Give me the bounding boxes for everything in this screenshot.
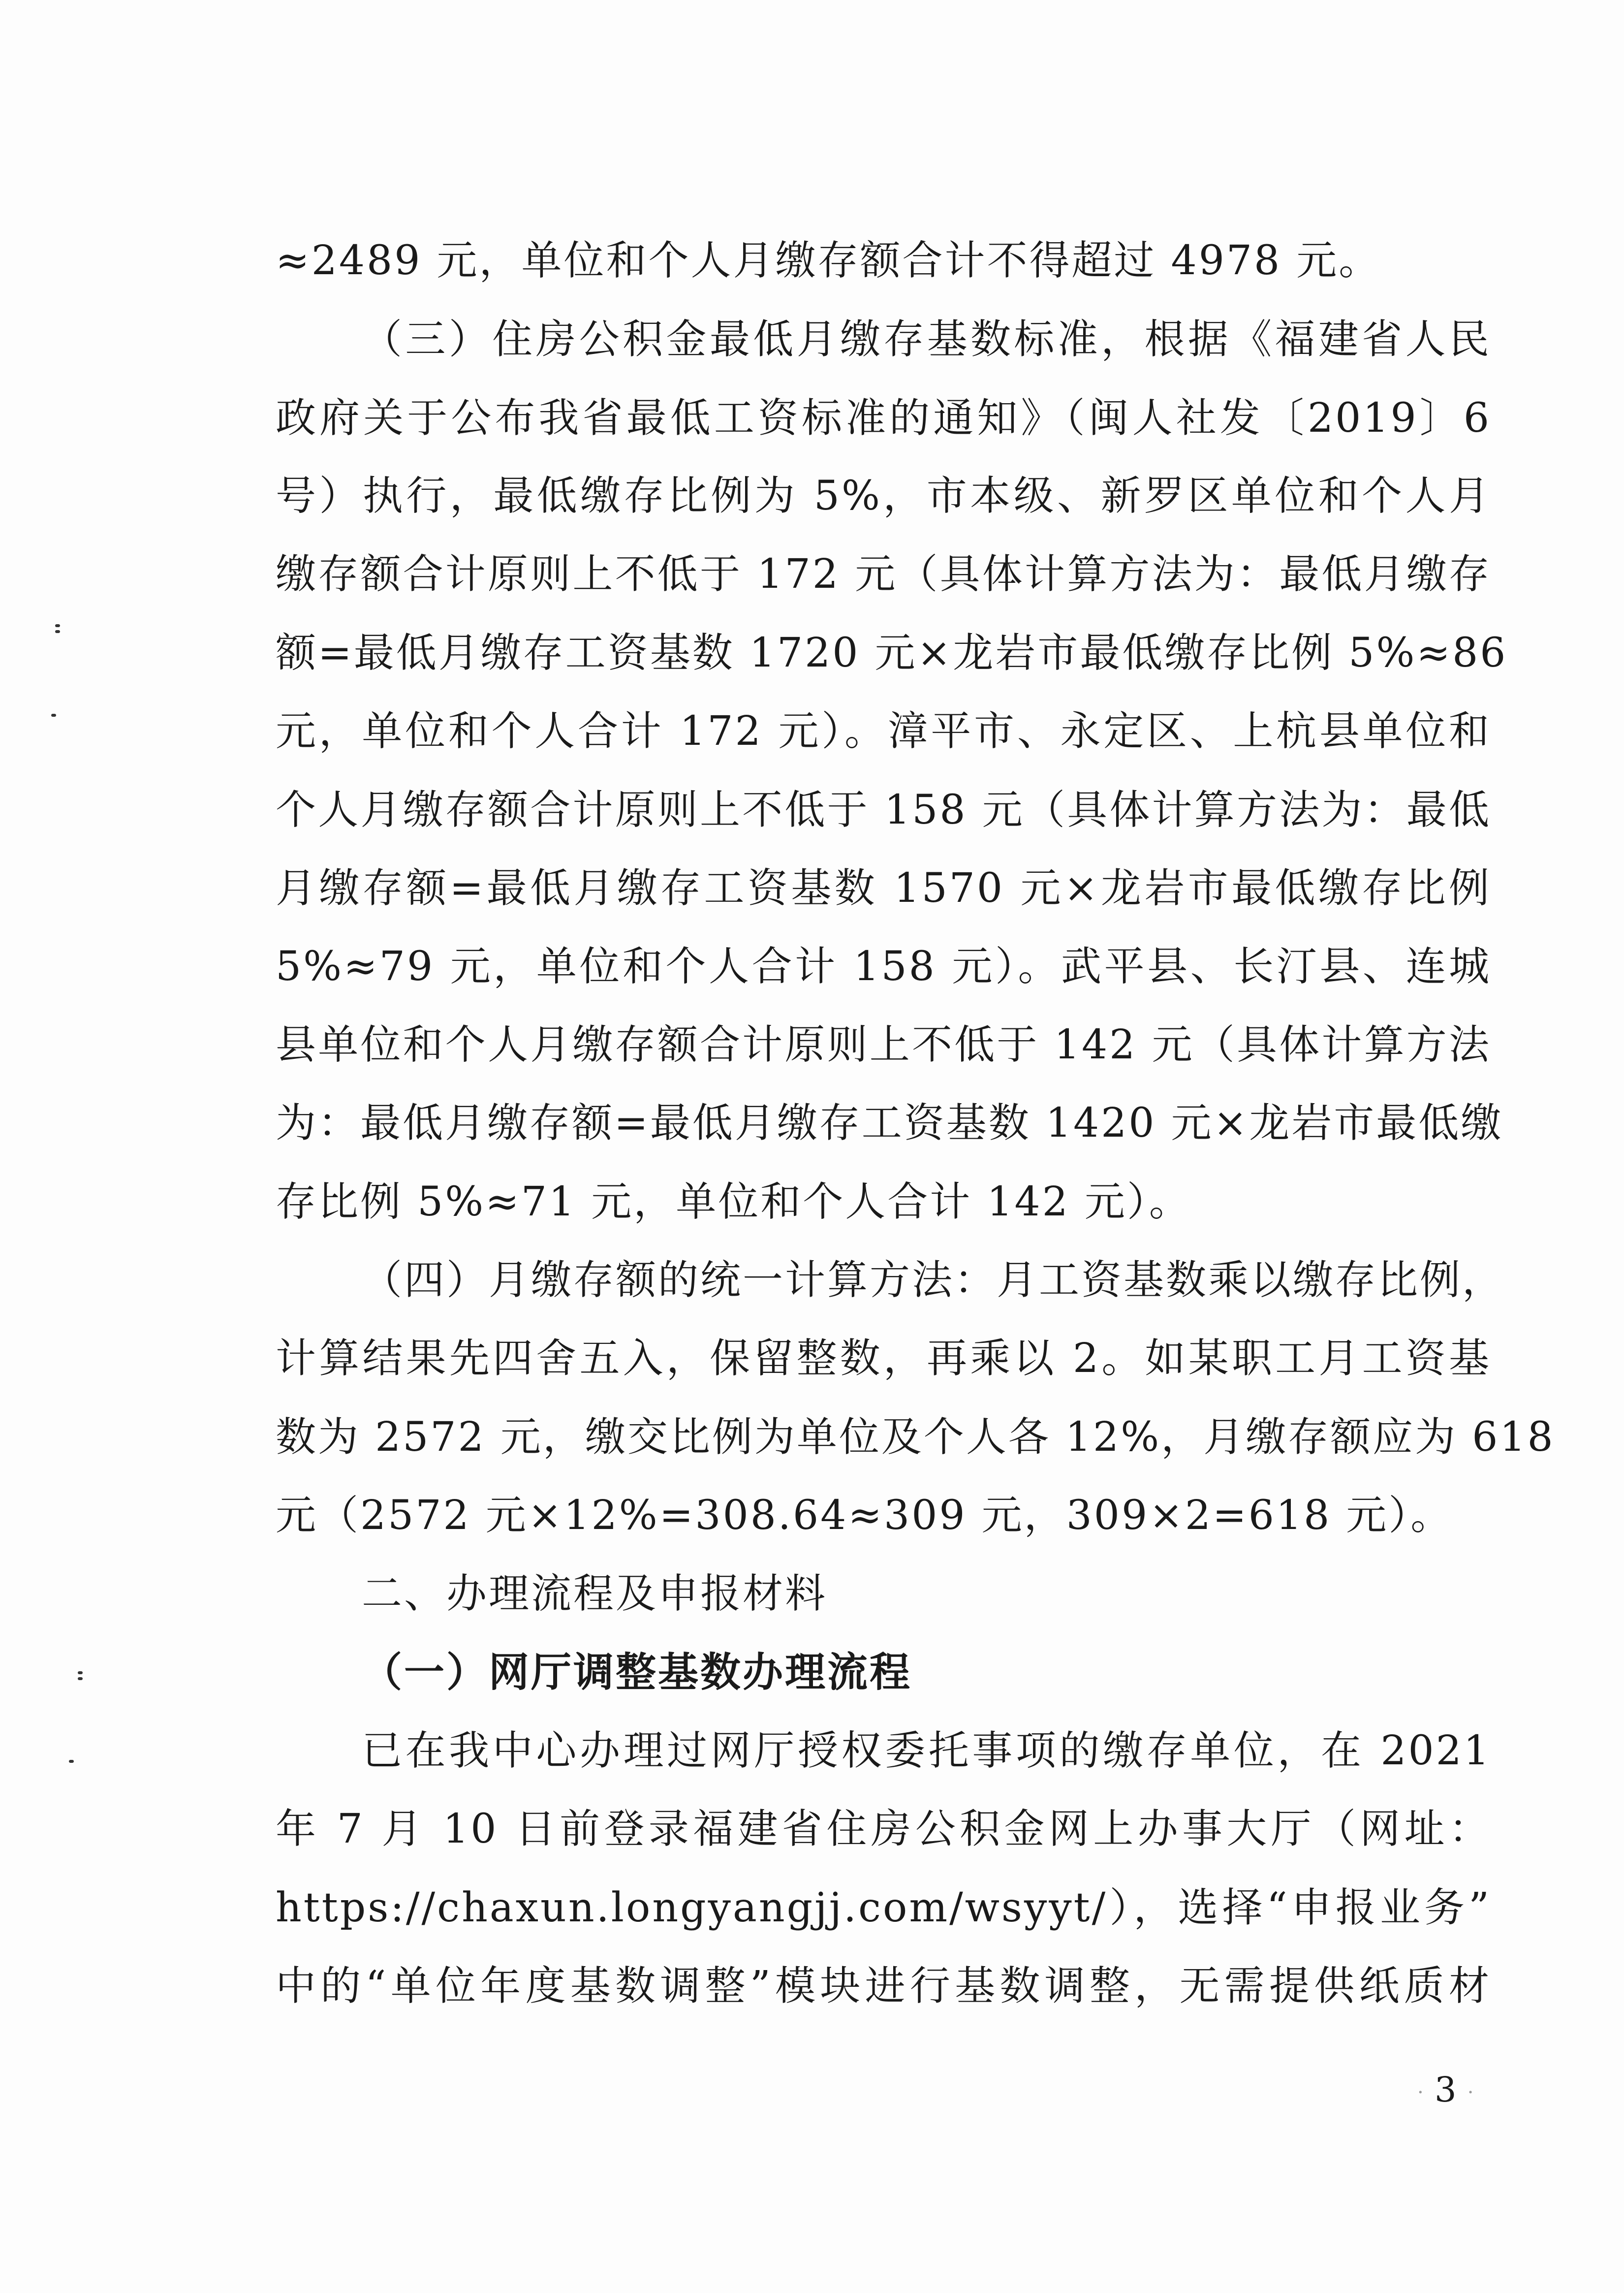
paragraph-line: 政府关于公布我省最低工资标准的通知》（闽人社发〔2019〕6	[276, 395, 1491, 442]
page-number-value: 3	[1434, 2070, 1457, 2110]
subsection-heading: （一）网厅调整基数办理流程	[362, 1649, 912, 1696]
margin-mark	[78, 1671, 83, 1674]
paragraph-line: 计算结果先四舍五入，保留整数，再乘以 2。如某职工月工资基	[276, 1335, 1491, 1382]
paragraph-line: https://chaxun.longyangjj.com/wsyyt/），选择“申报业务”	[276, 1884, 1491, 1931]
paragraph-line: 为：最低月缴存额=最低月缴存工资基数 1420 元×龙岩市最低缴	[276, 1100, 1503, 1146]
paragraph-line: 元，单位和个人合计 172 元）。漳平市、永定区、上杭县单位和	[276, 708, 1491, 755]
margin-mark	[55, 630, 60, 633]
paragraph-line: 数为 2572 元，缴交比例为单位及个人各 12%，月缴存额应为 618	[276, 1414, 1555, 1461]
margin-mark	[78, 1677, 83, 1680]
paragraph-line: 缴存额合计原则上不低于 172 元（具体计算方法为：最低月缴存	[276, 551, 1491, 598]
paragraph-line: ≈2489 元，单位和个人月缴存额合计不得超过 4978 元。	[276, 237, 1381, 284]
paragraph-line: 县单位和个人月缴存额合计原则上不低于 142 元（具体计算方法	[276, 1021, 1491, 1068]
paragraph-line: （四）月缴存额的统一计算方法：月工资基数乘以缴存比例，	[362, 1257, 1505, 1304]
paragraph-line: 年 7 月 10 日前登录福建省住房公积金网上办事大厅（网址：	[276, 1806, 1491, 1852]
margin-mark	[69, 1760, 74, 1763]
paragraph-line: 存比例 5%≈71 元，单位和个人合计 142 元）。	[276, 1178, 1191, 1225]
paragraph-line: （三）住房公积金最低月缴存基数标准，根据《福建省人民	[362, 316, 1491, 363]
margin-mark	[51, 714, 56, 717]
paragraph-line: 已在我中心办理过网厅授权委托事项的缴存单位，在 2021	[362, 1727, 1491, 1774]
paragraph-line: 个人月缴存额合计原则上不低于 158 元（具体计算方法为：最低	[276, 787, 1491, 833]
paragraph-line: 额=最低月缴存工资基数 1720 元×龙岩市最低缴存比例 5%≈86	[276, 630, 1508, 676]
paragraph-line: 月缴存额=最低月缴存工资基数 1570 元×龙岩市最低缴存比例	[276, 865, 1491, 912]
paragraph-line: 号）执行，最低缴存比例为 5%，市本级、新罗区单位和个人月	[276, 473, 1491, 519]
page-number-dash: ·	[1417, 2081, 1424, 2104]
page-number	[1417, 2070, 1474, 2112]
page-number-dash: ·	[1467, 2081, 1474, 2104]
paragraph-line: 5%≈79 元，单位和个人合计 158 元）。武平县、长汀县、连城	[276, 943, 1491, 990]
paragraph-line: 元（2572 元×12%=308.64≈309 元，309×2=618 元）。	[276, 1492, 1453, 1539]
margin-mark	[55, 624, 60, 627]
section-heading: 二、办理流程及申报材料	[362, 1570, 828, 1617]
paragraph-line: 中的“单位年度基数调整”模块进行基数调整，无需提供纸质材	[276, 1963, 1491, 2009]
